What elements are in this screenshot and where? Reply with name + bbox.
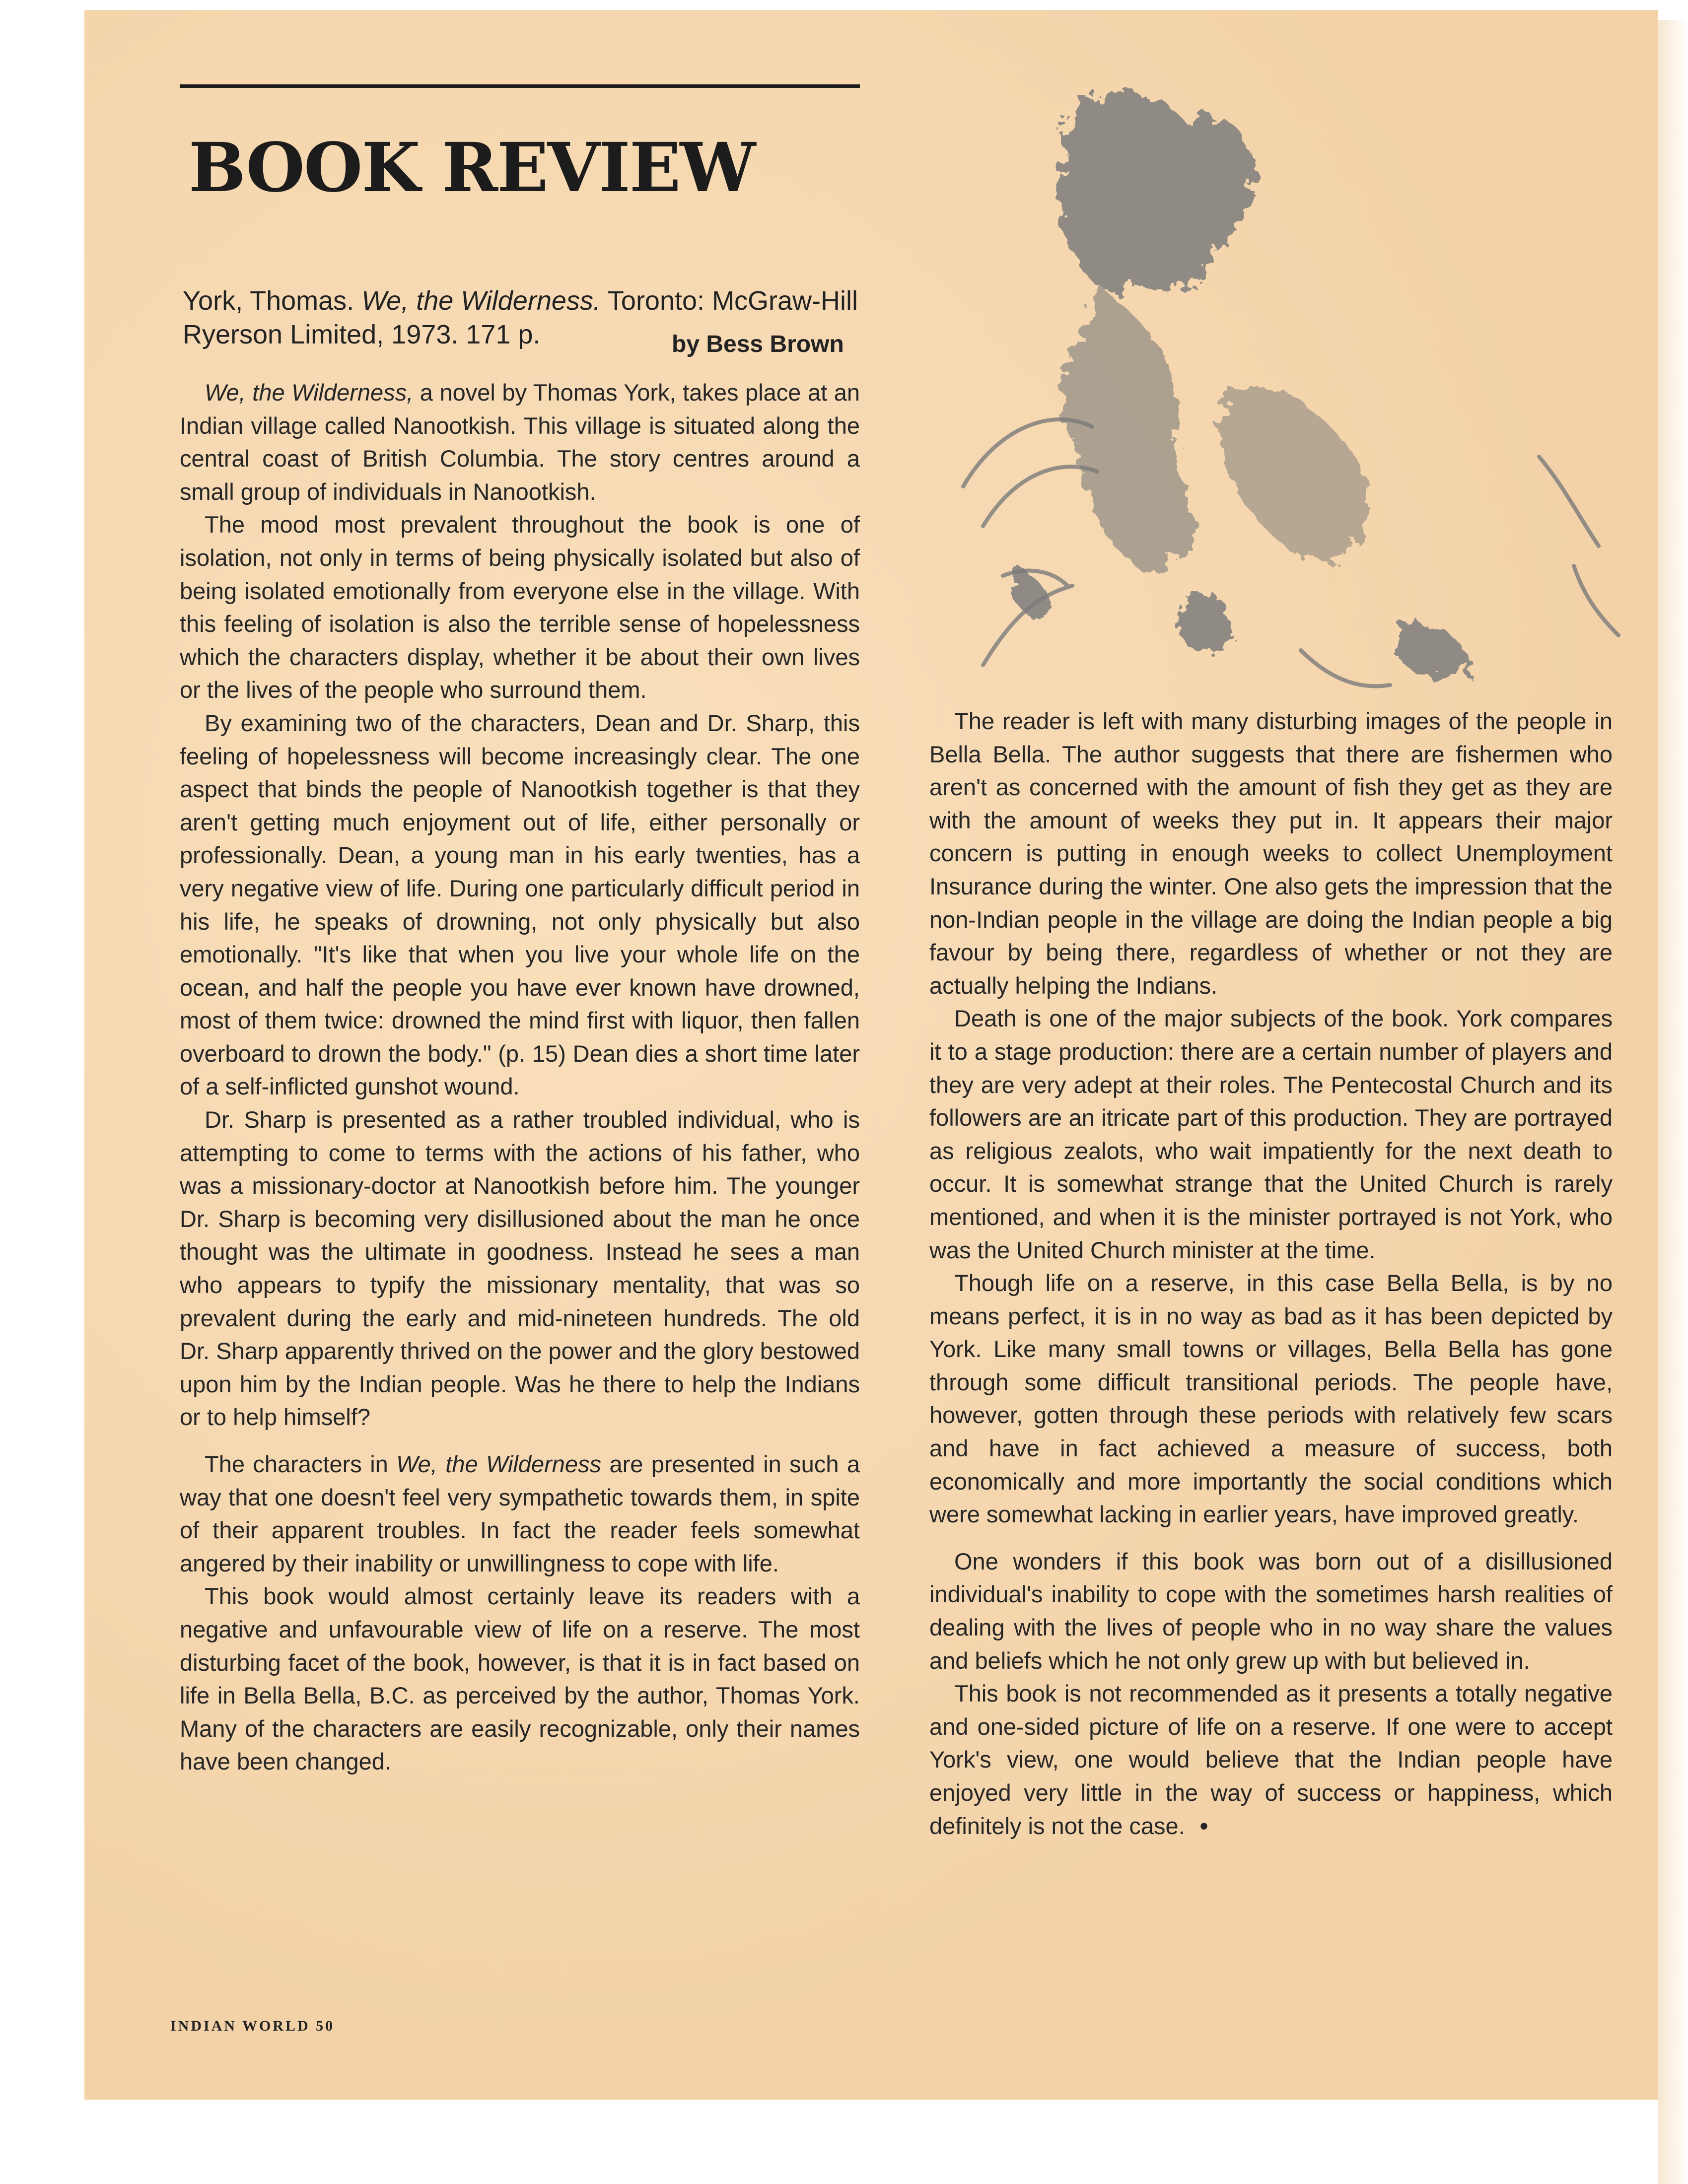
- paragraph: [180, 1448, 860, 1580]
- left-column: [180, 376, 860, 1778]
- paragraph-text: This book is not recommended as it presents a totally negative and one-sided picture of life on a reserve. If one were to accept York's view, one would believe that the Indian people have enjoyed very little in the way of success or happiness, which definitely is not the case.: [929, 1680, 1613, 1839]
- paragraph: Though life on a reserve, in this case Bella Bella, is by no means perfect, it is in no way as bad as it has been depicted by York. Like many small towns or villages, Bella Bella has gone through some difficult transitional periods. The people have, however, gotten through these periods with relatively few scars and have in fact achieved a measure of success, both economically and more importantly the social conditions which were somewhat lacking in earlier years, have improved greatly.: [929, 1270, 1613, 1528]
- paragraph-text: a novel by Thomas York, takes place at an Indian village called Nanootkish. This village is situated along the central coast of British Columbia. The story centres around a small group of individuals in Nanootkish.: [180, 379, 860, 505]
- paragraph: [929, 1677, 1613, 1843]
- paragraph: One wonders if this book was born out of a disillusioned individual's inability to cope with the sometimes harsh realities of dealing with the lives of people who in no way share the values and beliefs which he not only grew up with but believed in.: [929, 1548, 1613, 1674]
- page-footer: INDIAN WORLD 50: [170, 2018, 335, 2034]
- paragraph: The mood most prevalent throughout the book is one of isolation, not only in terms of being physically isolated but also of being isolated emotionally from everyone else in the village. With this feeling of isolation is also the terrible sense of hopelessness which the characters display, whether it be about their own lives or the lives of the people who surround them.: [180, 511, 860, 703]
- paragraph: By examining two of the characters, Dean and Dr. Sharp, this feeling of hopelessness will become increasingly clear. The one aspect that binds the people of Nanootkish together is that they aren't getting much enjoyment out of life, either personally or professionally. Dean, a young man in his early twenties, has a very negative view of life. During one particularly difficult period in his life, he speaks of drowning, not only physically but also emotionally. "It's like that when you live your whole life on the ocean, and half the people you have ever known have drowned, most of them twice: drowned the mind first with liquor, then fallen overboard to drown the body." (p. 15) Dean dies a short time later of a self-inflicted gunshot wound.: [180, 709, 860, 1100]
- right-column: [929, 705, 1613, 1843]
- citation-publisher: Toronto: McGraw-Hill Ryerson Limited, 1973. 171 p.: [183, 286, 858, 349]
- page-edge-shadow: [1658, 20, 1688, 2184]
- citation-book-title: We, the Wilderness.: [361, 286, 601, 316]
- end-mark: •: [1199, 1812, 1208, 1839]
- paragraph: Death is one of the major subjects of the book. York compares it to a stage production: there are a certain number of players and they are very adept at their roles. The Pentecostal Church and its followers are an itricate part of this production. They are portrayed as religious zealots, who wait impatiently for the next death to occur. It is somewhat strange that the United Church is rarely mentioned, and when it is the minister portrayed is not York, who was the United Church minister at the time.: [929, 1005, 1613, 1263]
- book-title-inline: We, the Wilderness,: [205, 379, 414, 406]
- citation-author: York, Thomas.: [183, 286, 362, 316]
- paragraph: [180, 376, 860, 508]
- byline: by Bess Brown: [672, 331, 844, 357]
- paragraph-text: The characters in: [205, 1451, 397, 1477]
- paragraph: The reader is left with many disturbing images of the people in Bella Bella. The author suggests that there are fishermen who aren't as concerned with the amount of fish they get as they are with the amount of weeks they put in. It appears their major concern is putting in enough weeks to collect Unemployment Insurance during the winter. One also gets the impression that the non-Indian people in the village are doing the Indian people a big favour by being there, regardless of whether or not they are actually helping the Indians.: [929, 708, 1613, 999]
- ink-illustration: [953, 79, 1658, 705]
- book-title-inline: We, the Wilderness: [396, 1451, 602, 1477]
- page-title: BOOK REVIEW: [189, 128, 755, 207]
- paragraph: This book would almost certainly leave its readers with a negative and unfavourable view of life on a reserve. The most disturbing facet of the book, however, is that it is in fact based on life in Bella Bella, B.C. as perceived by the author, Thomas York. Many of the characters are easily recognizable, only their names have been changed.: [180, 1583, 860, 1775]
- paragraph: Dr. Sharp is presented as a rather troubled individual, who is attempting to come to terms with the actions of his father, who was a missionary-doctor at Nanootkish before him. The younger Dr. Sharp is becoming very disillusioned about the man he once thought was the ultimate in goodness. Instead he sees a man who appears to typify the missionary mentality, that was so prevalent during the early and mid-nineteen hundreds. The old Dr. Sharp apparently thrived on the power and the glory bestowed upon him by the Indian people. Was he there to help the Indians or to help himself?: [180, 1106, 860, 1431]
- paragraph-text: are presented in such a way that one doesn't feel very sympathetic towards them, in spite of their apparent troubles. In fact the reader feels somewhat angered by their inability or unwillingness to cope with life.: [180, 1451, 860, 1576]
- title-rule: [180, 84, 860, 88]
